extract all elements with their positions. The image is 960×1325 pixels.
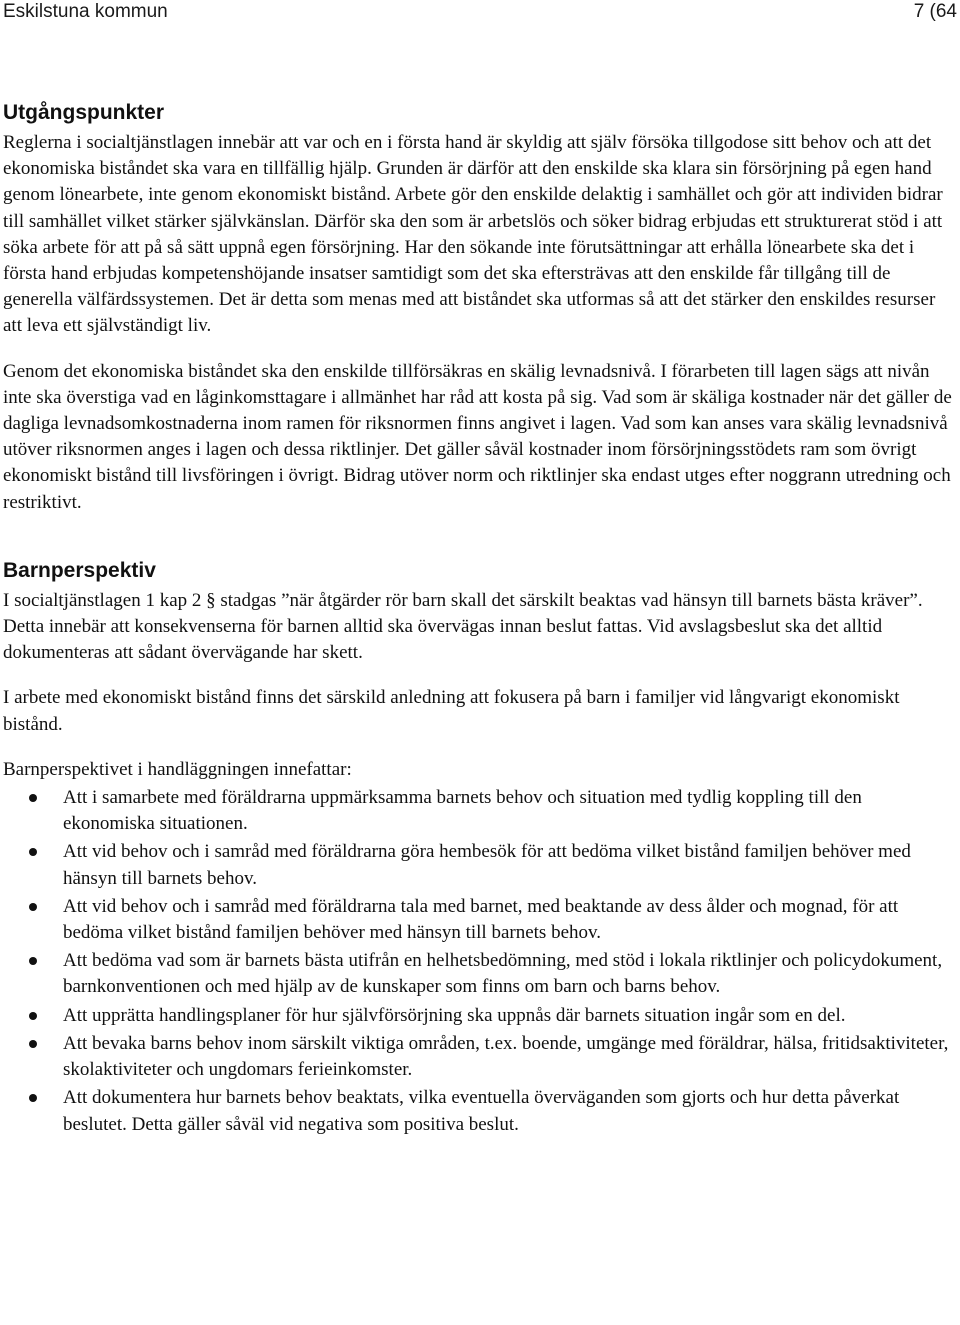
- bullet-icon: [29, 957, 37, 965]
- bullet-icon: [29, 903, 37, 911]
- bullet-icon: [29, 1040, 37, 1048]
- list-intro: Barnperspektivet i handläggningen innefattar:: [3, 758, 352, 780]
- header-organization: Eskilstuna kommun: [3, 1, 168, 22]
- paragraph: Reglerna i socialtjänstlagen innebär att var och en i första hand är skyldig att själv försöka tillgodose sitt behov och att det ekonomiska biståndet ska vara en tillfällig hjälp. Grunden är därför att den enskilde ska klara sin försörjning på egen hand genom lönearbete, inte genom ekonomiskt bistånd. Arbete gör den enskilde delaktig i samhället och gör att individen bidrar till samhället vilket stärker självkänslan. Därför ska den som är arbetslös och söker bidrag erbjudas ett strukturerat stöd i att söka arbete för att på så sätt uppnå egen försörjning. Har den sökande inte förutsättningar att erhålla lönearbete ska det i första hand erbjudas kompetenshöjande insatser samtidigt som det ska eftersträvas att den enskilde får tillgång till de generella välfärdssystemen. Det är detta som menas med att biståndet ska utformas så att det stärker den enskildes resurser att leva ett självständigt liv.: [3, 132, 943, 337]
- list-item-text: Att dokumentera hur barnets behov beaktats, vilka eventuella överväganden som gjorts och hur detta påverkat beslutet. Detta gäller såväl vid negativa som positiva beslut.: [63, 1087, 900, 1135]
- list-item: [3, 1031, 958, 1083]
- bullet-icon: [29, 848, 37, 856]
- section-barnperspektiv: [3, 558, 958, 1138]
- list-item-text: Att i samarbete med föräldrarna uppmärksamma barnets behov och situation med tydlig koppling till den ekonomiska situationen.: [63, 787, 862, 835]
- list-item: [3, 839, 958, 891]
- paragraph: I socialtjänstlagen 1 kap 2 § stadgas ”när åtgärder rör barn skall det särskilt beaktas vad hänsyn till barnets bästa kräver”. Detta innebär att konsekvenserna för barnen alltid ska övervägas innan beslut fattas. Vid avslagsbeslut ska det alltid dokumenteras att sådant övervägande har skett.: [3, 589, 923, 664]
- section-heading: Barnperspektiv: [3, 558, 156, 582]
- bullet-list: [3, 785, 958, 1138]
- list-item: [3, 894, 958, 946]
- bullet-icon: [29, 1012, 37, 1020]
- header-page-number: 7 (64: [913, 1, 957, 22]
- list-item-text: Att bevaka barns behov inom särskilt viktiga områden, t.ex. boende, umgänge med föräldrar, hälsa, fritidsaktiviteter, skolaktiviteter och ungdomars ferieinkomster.: [63, 1032, 949, 1081]
- list-item: [3, 785, 958, 837]
- list-item-text: Att vid behov och i samråd med föräldrarna tala med barnet, med beaktande av dess ålder och mognad, för att bedöma vilket bistånd familjen behöver med hänsyn till barnets behov.: [63, 895, 899, 944]
- list-item: [3, 1003, 958, 1029]
- list-item-text: Att upprätta handlingsplaner för hur självförsörjning ska uppnås där barnets situation ingår som en del.: [63, 1004, 846, 1026]
- bullet-icon: [29, 1094, 37, 1102]
- paragraph: I arbete med ekonomiskt bistånd finns det särskild anledning att fokusera på barn i familjer vid långvarigt ekonomiskt bistånd.: [3, 687, 900, 735]
- list-item-text: Att bedöma vad som är barnets bästa utifrån en helhetsbedömning, med stöd i lokala riktlinjer och policydokument, barnkonventionen och med hjälp av de kunskaper som finns om barn och barns behov.: [63, 950, 943, 998]
- list-item: [3, 948, 958, 1000]
- list-item-text: Att vid behov och i samråd med föräldrarna göra hembesök för att bedöma vilket bistånd familjen behöver med hänsyn till barnets behov.: [63, 841, 911, 889]
- section-heading: Utgångspunkter: [3, 101, 165, 124]
- section-utgangspunkter: [3, 100, 958, 516]
- list-item: [3, 1085, 958, 1137]
- bullet-icon: [29, 794, 37, 802]
- document-body: [3, 100, 958, 1138]
- paragraph: Genom det ekonomiska biståndet ska den enskilde tillförsäkras en skälig levnadsnivå. I förarbeten till lagen sägs att nivån inte ska överstiga vad en låginkomsttagare i allmänhet har råd att kosta på sig. Vad som är skäliga kostnader när det gäller de dagliga levnadsomkostnaderna inom ramen för riksnormen finns angivet i lagen. Vad som kan anses vara skälig levnadsnivå utöver riksnormen anges i lagen och dessa riktlinjer. Det gäller såväl kostnader inom försörjningsstödets ram som övrigt ekonomiskt bistånd till livsföringen i övrigt. Bidrag utöver norm och riktlinjer ska endast utges efter noggrann utredning och restriktivt.: [3, 360, 952, 513]
